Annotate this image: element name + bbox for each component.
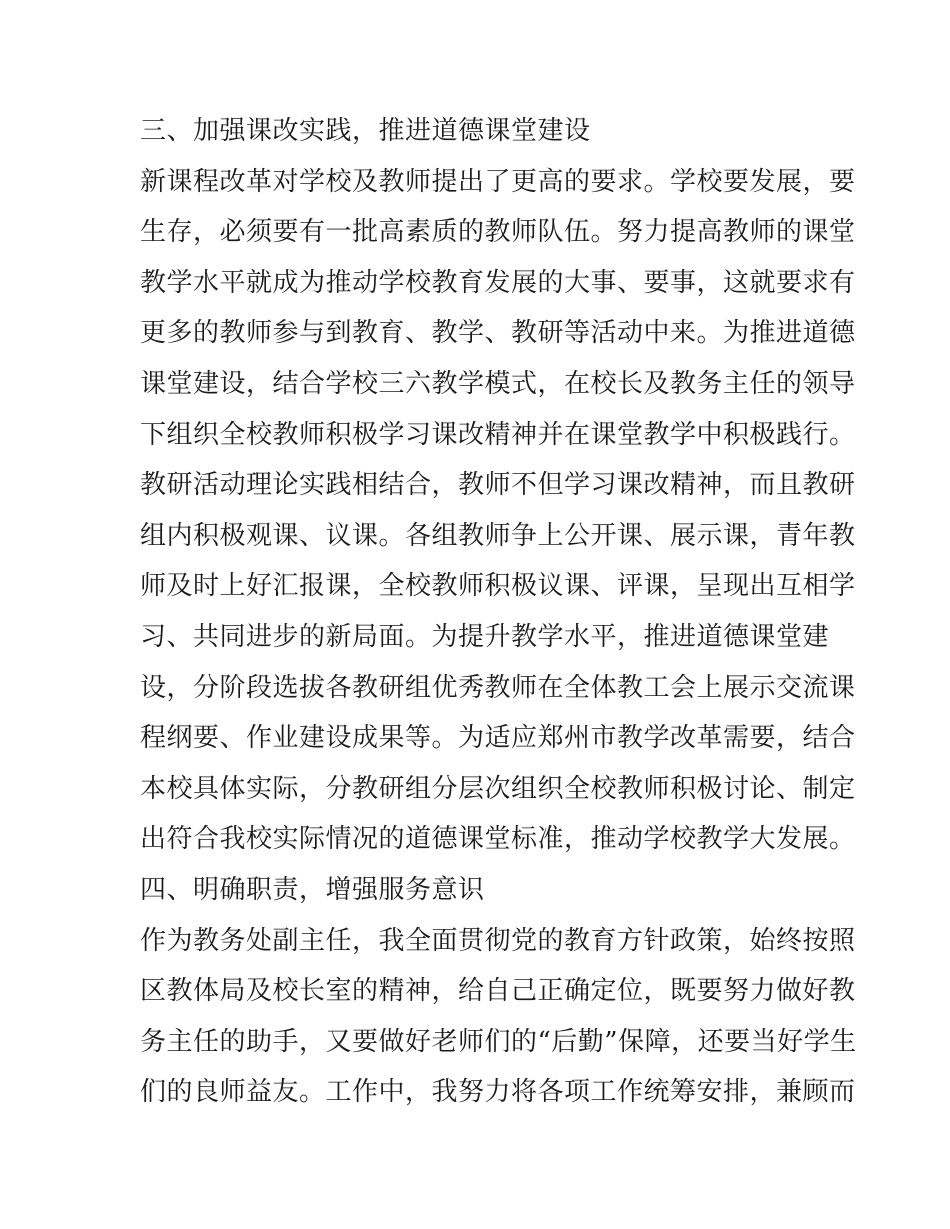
paragraph-line: 生存，必须要有一批高素质的教师队伍。努力提高教师的课堂: [140, 217, 856, 248]
document-body: [140, 106, 857, 1118]
paragraph-line: 习、共同进步的新局面。为提升教学水平，推进道德课堂建: [140, 621, 830, 652]
paragraph-line: 新课程改革对学校及教师提出了更高的要求。学校要发展，要: [140, 166, 856, 197]
paragraph-line: 程纲要、作业建设成果等。为适应郑州市教学改革需要，结合: [140, 723, 856, 754]
paragraph-line: 务主任的助手，又要做好老师们的“后勤”保障，还要当好学生: [140, 1026, 857, 1057]
paragraph-line: 教研活动理论实践相结合，教师不但学习课改精神，而且教研: [140, 470, 856, 501]
section-heading-3: 三、加强课改实践，推进道德课堂建设: [140, 116, 591, 146]
paragraph-line: 师及时上好汇报课，全校教师积极议课、评课，呈现出互相学: [140, 571, 856, 602]
paragraph-line: 作为教务处副主任，我全面贯彻党的教育方针政策，始终按照: [140, 925, 856, 956]
paragraph-line: 出符合我校实际情况的道德课堂标准，推动学校教学大发展。: [140, 824, 856, 855]
paragraph-line: 课堂建设，结合学校三六教学模式，在校长及教务主任的领导: [140, 368, 856, 399]
paragraph-line: 更多的教师参与到教育、教学、教研等活动中来。为推进道德: [140, 318, 856, 349]
paragraph-line: 本校具体实际，分教研组分层次组织全校教师积极讨论、制定: [140, 773, 856, 804]
paragraph-line: 设，分阶段选拔各教研组优秀教师在全体教工会上展示交流课: [140, 672, 856, 703]
paragraph-line: 教学水平就成为推动学校教育发展的大事、要事，这就要求有: [140, 267, 856, 298]
paragraph-line: 组内积极观课、议课。各组教师争上公开课、展示课，青年教: [140, 520, 856, 551]
paragraph-line: 下组织全校教师积极学习课改精神并在课堂教学中积极践行。: [140, 419, 856, 450]
section-heading-4: 四、明确职责，增强服务意识: [140, 874, 485, 905]
paragraph-line: 区教体局及校长室的精神，给自己正确定位，既要努力做好教: [140, 976, 856, 1007]
paragraph-line: 们的良师益友。工作中，我努力将各项工作统筹安排，兼顾而: [140, 1077, 856, 1108]
